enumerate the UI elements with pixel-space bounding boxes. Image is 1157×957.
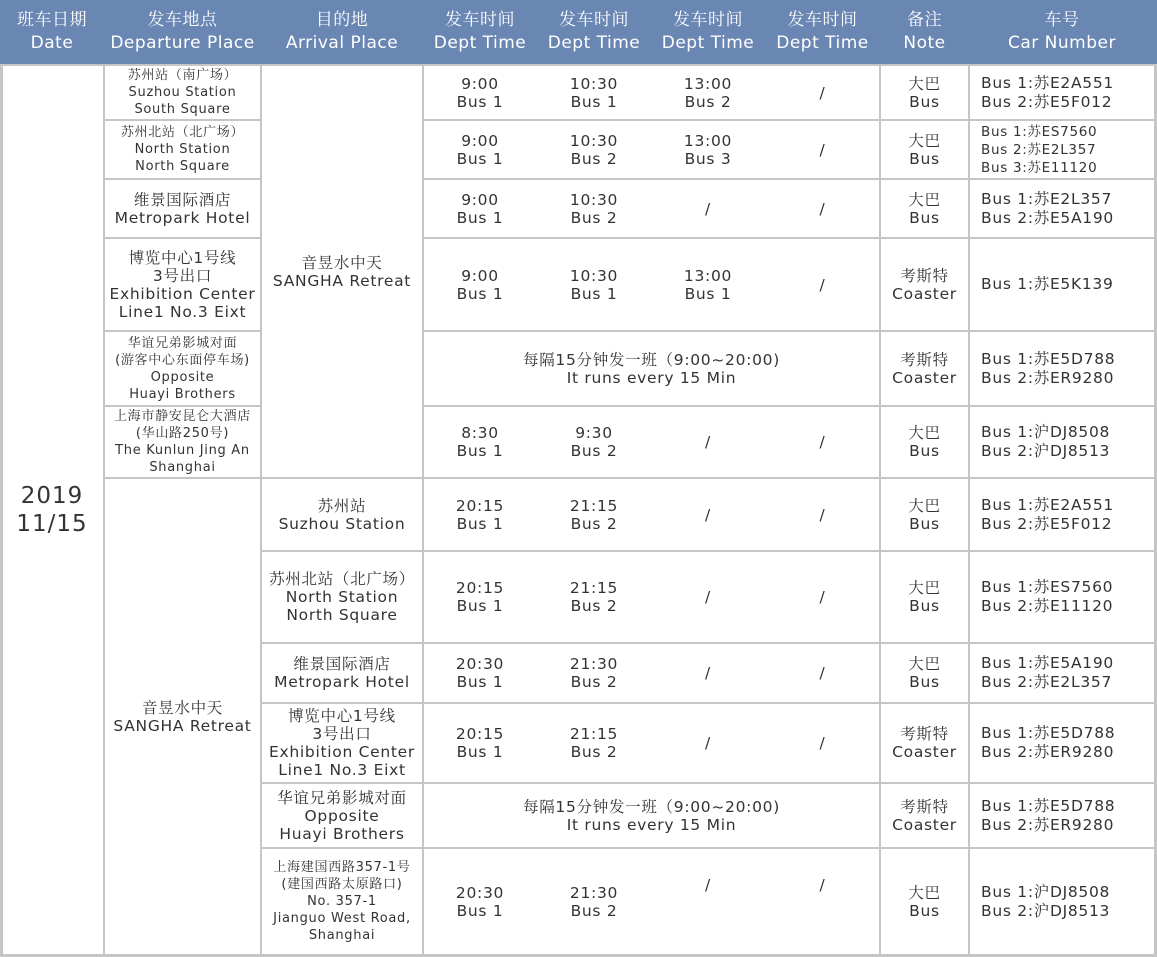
note-cell (880, 238, 969, 331)
dept-time-text: / (819, 83, 826, 102)
place-text: North Square (286, 606, 398, 624)
note-text: Bus (909, 673, 940, 691)
frequency-text: 每隔15分钟发一班（9:00~20:00) (523, 797, 780, 816)
dept-time-cell (537, 551, 651, 643)
grid-line (423, 119, 1155, 121)
outer-border (0, 64, 3, 957)
car-number-text: Bus 2:沪DJ8513 (981, 442, 1111, 460)
place-text: Suzhou Station (278, 514, 406, 533)
dept-time-cell (423, 120, 537, 179)
note-text: Bus (909, 92, 940, 111)
place-text: Metropark Hotel (274, 673, 410, 691)
note-cell (880, 406, 969, 478)
departure-text: SANGHA Retreat (113, 716, 252, 735)
dept-time-text: 21:15 (569, 725, 619, 743)
dept-time-text: Bus 1 (456, 514, 504, 533)
note-cell (880, 848, 969, 955)
dept-time-text: 9:30 (575, 424, 613, 442)
car-number-text: Bus 1:苏E2A551 (981, 73, 1114, 92)
car-number-cell (969, 848, 1155, 955)
dept-time-text: Bus 2 (570, 514, 618, 533)
place-text: 3号出口 (312, 725, 372, 743)
dept-time-text: / (705, 588, 711, 606)
dept-time-cell (537, 478, 651, 551)
frequency-text: It runs every 15 Min (566, 815, 737, 834)
note-text: Coaster (892, 743, 957, 761)
note-cell (880, 331, 969, 406)
dept-time-cell (765, 703, 880, 783)
dept-time-cell (537, 703, 651, 783)
dept-time-text: 13:00 (683, 266, 733, 285)
place-text: No. 357-1 (307, 894, 377, 909)
grid-line (103, 65, 105, 955)
place-text: 博览中心1号线 (288, 707, 396, 725)
car-number-cell (969, 703, 1155, 783)
dept-time-text: Bus 1 (456, 901, 504, 920)
grid-line (261, 550, 1155, 552)
dept-time-text: 10:30 (569, 190, 619, 209)
car-number-text: Bus 1:苏E5D788 (981, 724, 1116, 742)
place-text: Metropark Hotel (114, 208, 251, 227)
dept-time-cell (537, 238, 651, 331)
place-text: (华山路250号) (135, 426, 230, 441)
place-text: 苏州北站（北广场） (269, 570, 415, 588)
column-header (0, 0, 104, 64)
car-number-text: Bus 1:苏E2A551 (981, 495, 1114, 514)
table-header (0, 0, 1157, 64)
grid-line (261, 642, 1155, 644)
frequency-text: 每隔15分钟发一班（9:00~20:00) (523, 350, 780, 369)
header-text: 车号 (1044, 10, 1080, 30)
departure-place (104, 179, 261, 238)
note-text: Bus (909, 901, 940, 920)
grid-line (104, 405, 261, 407)
arrival-cell (261, 65, 423, 478)
car-number-text: Bus 1:沪DJ8508 (981, 882, 1111, 901)
departure-place (104, 65, 261, 120)
dept-time-text: Bus 2 (570, 597, 618, 615)
car-number-text: Bus 1:苏E2L357 (981, 189, 1113, 208)
car-number-text: Bus 1:苏ES7560 (981, 123, 1098, 140)
dept-time-cell (423, 179, 537, 238)
note-cell (880, 120, 969, 179)
grid-line (423, 405, 1155, 407)
dept-time-text: / (819, 588, 826, 606)
dept-time-cell (651, 120, 765, 179)
header-text: 目的地 (315, 10, 369, 30)
place-text: Shanghai (149, 460, 216, 475)
dept-time-text: / (705, 433, 711, 451)
grid-line (261, 702, 1155, 704)
car-number-text: Bus 2:沪DJ8513 (981, 901, 1111, 920)
note-text: 大巴 (908, 190, 941, 209)
note-cell (880, 65, 969, 120)
car-number-cell (969, 478, 1155, 551)
dept-time-text: 8:30 (461, 424, 499, 442)
header-text: Note (903, 33, 946, 53)
header-text: 班车日期 (17, 10, 87, 30)
dept-time-text: 10:30 (569, 266, 619, 285)
dept-time-text: Bus 2 (570, 442, 618, 460)
note-cell (880, 179, 969, 238)
dept-time-text: 20:15 (455, 725, 505, 743)
car-number-text: Bus 1:苏E5D788 (981, 796, 1116, 815)
dept-time-text: 9:00 (461, 131, 499, 150)
dept-time-text: / (705, 505, 711, 524)
dept-time-text: Bus 1 (456, 284, 504, 303)
place-text: (建国西路太原路口) (281, 877, 403, 892)
dept-time-text: 20:15 (455, 579, 505, 597)
dept-time-text: / (819, 199, 826, 218)
place-text: Huayi Brothers (129, 386, 236, 402)
dept-time-cell (423, 406, 537, 478)
dept-time-text: Bus 2 (570, 901, 618, 920)
dept-time-cell (765, 643, 880, 703)
place-text: 苏州站 (317, 496, 367, 515)
place-text: Exhibition Center (109, 284, 256, 303)
departure-place (104, 406, 261, 478)
departure-place (104, 120, 261, 179)
note-text: 考斯特 (900, 350, 949, 369)
grid-line (261, 782, 1155, 784)
car-number-cell (969, 179, 1155, 238)
note-text: Bus (909, 442, 940, 460)
column-header (969, 0, 1155, 64)
grid-line (104, 330, 261, 332)
note-text: Coaster (892, 368, 957, 387)
note-text: 大巴 (908, 883, 941, 902)
dept-time-text: Bus 2 (570, 208, 618, 227)
dept-time-cell (423, 643, 537, 703)
dept-time-text: Bus 2 (570, 149, 618, 168)
departure-cell (104, 478, 261, 955)
dept-time-text: / (819, 734, 826, 752)
header-text: Car Number (1008, 33, 1116, 53)
place-text: North Station (134, 142, 231, 157)
note-text: Bus (909, 208, 940, 227)
dept-time-cell (423, 65, 537, 120)
grid-line (261, 847, 1155, 849)
car-number-text: Bus 1:苏E5A190 (981, 654, 1114, 672)
dept-time-text: 21:15 (569, 496, 619, 515)
dept-time-cell (651, 703, 765, 783)
header-text: 发车时间 (559, 10, 629, 30)
note-text: 考斯特 (900, 725, 949, 743)
note-text: Bus (909, 514, 940, 533)
header-text: 发车地点 (147, 10, 218, 30)
car-number-cell (969, 783, 1155, 848)
dept-time-text: / (819, 140, 826, 159)
header-text: Dept Time (433, 33, 527, 53)
dept-time-cell (651, 478, 765, 551)
dept-time-text: 21:30 (569, 883, 619, 902)
dept-time-text: 9:00 (461, 74, 499, 93)
dept-time-text: Bus 1 (456, 149, 504, 168)
dept-time-text: Bus 1 (456, 92, 504, 111)
dept-time-text: 9:00 (461, 266, 499, 285)
car-number-text: Bus 2:苏E5A190 (981, 208, 1114, 227)
note-text: Bus (909, 149, 940, 168)
dept-time-text: Bus 1 (456, 743, 504, 761)
place-text: Opposite (150, 369, 215, 385)
dept-time-text: Bus 3 (684, 149, 732, 168)
car-number-cell (969, 65, 1155, 120)
frequency-text: It runs every 15 Min (566, 368, 737, 387)
note-text: 考斯特 (900, 266, 949, 285)
grid-line (104, 237, 261, 239)
place-text: 上海市静安昆仑大酒店 (113, 409, 251, 424)
dept-time-text: Bus 2 (684, 92, 732, 111)
dept-time-text: 13:00 (683, 74, 733, 93)
dept-time-cell (537, 848, 651, 955)
dept-time-text: Bus 1 (456, 442, 504, 460)
car-number-text: Bus 2:苏E5F012 (981, 514, 1113, 533)
dept-time-text: 13:00 (683, 131, 733, 150)
place-text: 维景国际酒店 (293, 655, 391, 673)
dept-time-cell (765, 120, 880, 179)
grid-line (423, 237, 1155, 239)
dept-time-text: Bus 2 (570, 673, 618, 691)
place-text: The Kunlun Jing An (115, 443, 250, 458)
note-text: 大巴 (908, 655, 941, 673)
note-cell (880, 703, 969, 783)
note-text: Bus (909, 597, 940, 615)
dept-time-cell (423, 478, 537, 551)
dept-time-text: / (705, 734, 711, 752)
car-number-text: Bus 2:苏ER9280 (981, 743, 1115, 761)
dept-time-text: Bus 1 (456, 673, 504, 691)
place-text: Line1 No.3 Eixt (118, 302, 247, 321)
car-number-cell (969, 238, 1155, 331)
arrival-place (261, 848, 423, 955)
place-text: North Station (285, 588, 399, 606)
note-text: 考斯特 (900, 797, 949, 816)
car-number-cell (969, 120, 1155, 179)
note-cell (880, 551, 969, 643)
place-text: Opposite (304, 806, 380, 825)
dept-time-cell (423, 238, 537, 331)
dept-time-cell (765, 478, 880, 551)
header-text: 备注 (907, 10, 942, 30)
column-header (423, 0, 537, 64)
note-text: Coaster (892, 284, 957, 303)
header-text: Dept Time (547, 33, 641, 53)
column-header (104, 0, 261, 64)
dept-time-text: 20:15 (455, 496, 505, 515)
grid-line (423, 178, 1155, 180)
column-header (880, 0, 969, 64)
dept-time-text: / (819, 664, 826, 682)
dept-time-cell (765, 238, 880, 331)
grid-line (968, 65, 970, 955)
dept-time-text: / (819, 876, 826, 894)
dept-time-text: Bus 2 (570, 743, 618, 761)
frequency-cell (423, 783, 880, 848)
dept-time-cell (765, 406, 880, 478)
header-text: Date (30, 33, 74, 53)
dept-time-text: Bus 1 (456, 597, 504, 615)
arrival-place (261, 551, 423, 643)
car-number-text: Bus 1:沪DJ8508 (981, 423, 1111, 441)
dept-time-text: / (705, 664, 711, 682)
outer-border (0, 64, 1157, 66)
dept-time-cell (765, 551, 880, 643)
arrival-place (261, 703, 423, 783)
grid-line (104, 119, 261, 121)
car-number-text: Bus 2:苏E2L357 (981, 141, 1097, 158)
dept-time-text: 9:00 (461, 190, 499, 209)
note-text: 大巴 (908, 131, 941, 150)
dept-time-cell (651, 179, 765, 238)
dept-time-cell (423, 551, 537, 643)
place-text: Line1 No.3 Eixt (278, 761, 406, 779)
date-cell (0, 65, 104, 955)
car-number-text: Bus 3:苏E11120 (981, 159, 1098, 176)
place-text: 博览中心1号线 (128, 248, 237, 267)
departure-place (104, 331, 261, 406)
grid-line (422, 65, 424, 955)
dept-time-cell (423, 703, 537, 783)
note-text: 大巴 (908, 74, 941, 93)
column-header (765, 0, 880, 64)
date-text: 11/15 (16, 511, 88, 537)
header-text: 发车时间 (445, 10, 515, 30)
dept-time-text: / (819, 275, 826, 294)
dept-time-cell (537, 179, 651, 238)
dept-time-cell (423, 848, 537, 955)
dept-time-cell (537, 406, 651, 478)
car-number-cell (969, 643, 1155, 703)
car-number-cell (969, 551, 1155, 643)
note-text: 大巴 (908, 579, 941, 597)
dept-time-text: / (819, 433, 826, 451)
dept-time-cell (765, 65, 880, 120)
grid-line (260, 65, 262, 955)
departure-place (104, 238, 261, 331)
arrival-place (261, 783, 423, 848)
place-text: 华谊兄弟影城对面 (277, 788, 407, 807)
header-text: Arrival Place (285, 33, 399, 53)
car-number-text: Bus 2:苏E5F012 (981, 92, 1113, 111)
place-text: South Square (134, 102, 231, 117)
dept-time-text: 20:30 (455, 883, 505, 902)
place-text: North Square (135, 159, 230, 174)
car-number-text: Bus 2:苏E2L357 (981, 673, 1113, 691)
header-text: Dept Time (661, 33, 755, 53)
car-number-text: Bus 2:苏E11120 (981, 597, 1114, 615)
dept-time-cell (537, 65, 651, 120)
date-text: 2019 (20, 483, 84, 509)
note-cell (880, 783, 969, 848)
arrival-text: SANGHA Retreat (272, 271, 412, 290)
place-text: 华谊兄弟影城对面 (127, 335, 238, 351)
place-text: 上海建国西路357-1号 (273, 860, 411, 875)
dept-time-text: / (705, 876, 711, 894)
arrival-place (261, 643, 423, 703)
dept-time-text: 20:30 (455, 655, 505, 673)
dept-time-cell (651, 238, 765, 331)
note-text: 大巴 (908, 496, 941, 515)
dept-time-cell (651, 848, 765, 955)
header-text: 发车时间 (787, 10, 858, 30)
place-text: Jianguo West Road, (273, 911, 411, 926)
car-number-cell (969, 331, 1155, 406)
column-header (537, 0, 651, 64)
dept-time-cell (651, 551, 765, 643)
car-number-text: Bus 1:苏ES7560 (981, 578, 1114, 596)
dept-time-cell (765, 848, 880, 955)
note-text: 大巴 (908, 424, 941, 442)
note-cell (880, 643, 969, 703)
frequency-cell (423, 331, 880, 406)
dept-time-text: Bus 1 (570, 284, 618, 303)
arrival-text: 音昱水中天 (301, 253, 383, 272)
grid-line (879, 65, 881, 955)
dept-time-cell (651, 65, 765, 120)
dept-time-text: Bus 1 (456, 208, 504, 227)
column-header (651, 0, 765, 64)
place-text: 维景国际酒店 (133, 190, 232, 209)
dept-time-cell (651, 643, 765, 703)
place-text: 3号出口 (152, 266, 213, 285)
place-text: Exhibition Center (269, 743, 415, 761)
car-number-text: Bus 2:苏ER9280 (981, 815, 1115, 834)
dept-time-text: Bus 1 (684, 284, 732, 303)
dept-time-cell (651, 406, 765, 478)
grid-line (423, 330, 1155, 332)
place-text: Huayi Brothers (279, 824, 405, 843)
header-text: 发车时间 (673, 10, 743, 30)
dept-time-text: 10:30 (569, 74, 619, 93)
place-text: Shanghai (308, 928, 376, 943)
dept-time-text: / (705, 199, 711, 218)
place-text: 苏州北站（北广场） (120, 125, 245, 140)
header-text: Departure Place (110, 33, 255, 53)
place-text: 苏州站（南广场） (127, 68, 238, 83)
note-cell (880, 478, 969, 551)
note-text: Coaster (892, 815, 957, 834)
car-number-cell (969, 406, 1155, 478)
car-number-text: Bus 1:苏E5K139 (981, 275, 1114, 293)
place-text: (游客中心东面停车场) (115, 352, 250, 368)
dept-time-text: Bus 1 (570, 92, 618, 111)
grid-line (104, 477, 1155, 479)
header-text: Dept Time (776, 33, 869, 53)
column-header (261, 0, 423, 64)
dept-time-cell (765, 179, 880, 238)
dept-time-cell (537, 643, 651, 703)
car-number-text: Bus 2:苏ER9280 (981, 368, 1115, 387)
arrival-place (261, 478, 423, 551)
dept-time-cell (537, 120, 651, 179)
place-text: Suzhou Station (128, 85, 237, 100)
dept-time-text: / (819, 505, 826, 524)
grid-line (104, 178, 261, 180)
car-number-text: Bus 1:苏E5D788 (981, 349, 1116, 368)
dept-time-text: 21:15 (569, 579, 619, 597)
departure-text: 音昱水中天 (141, 698, 223, 717)
dept-time-text: 21:30 (569, 655, 619, 673)
dept-time-text: 10:30 (569, 131, 619, 150)
